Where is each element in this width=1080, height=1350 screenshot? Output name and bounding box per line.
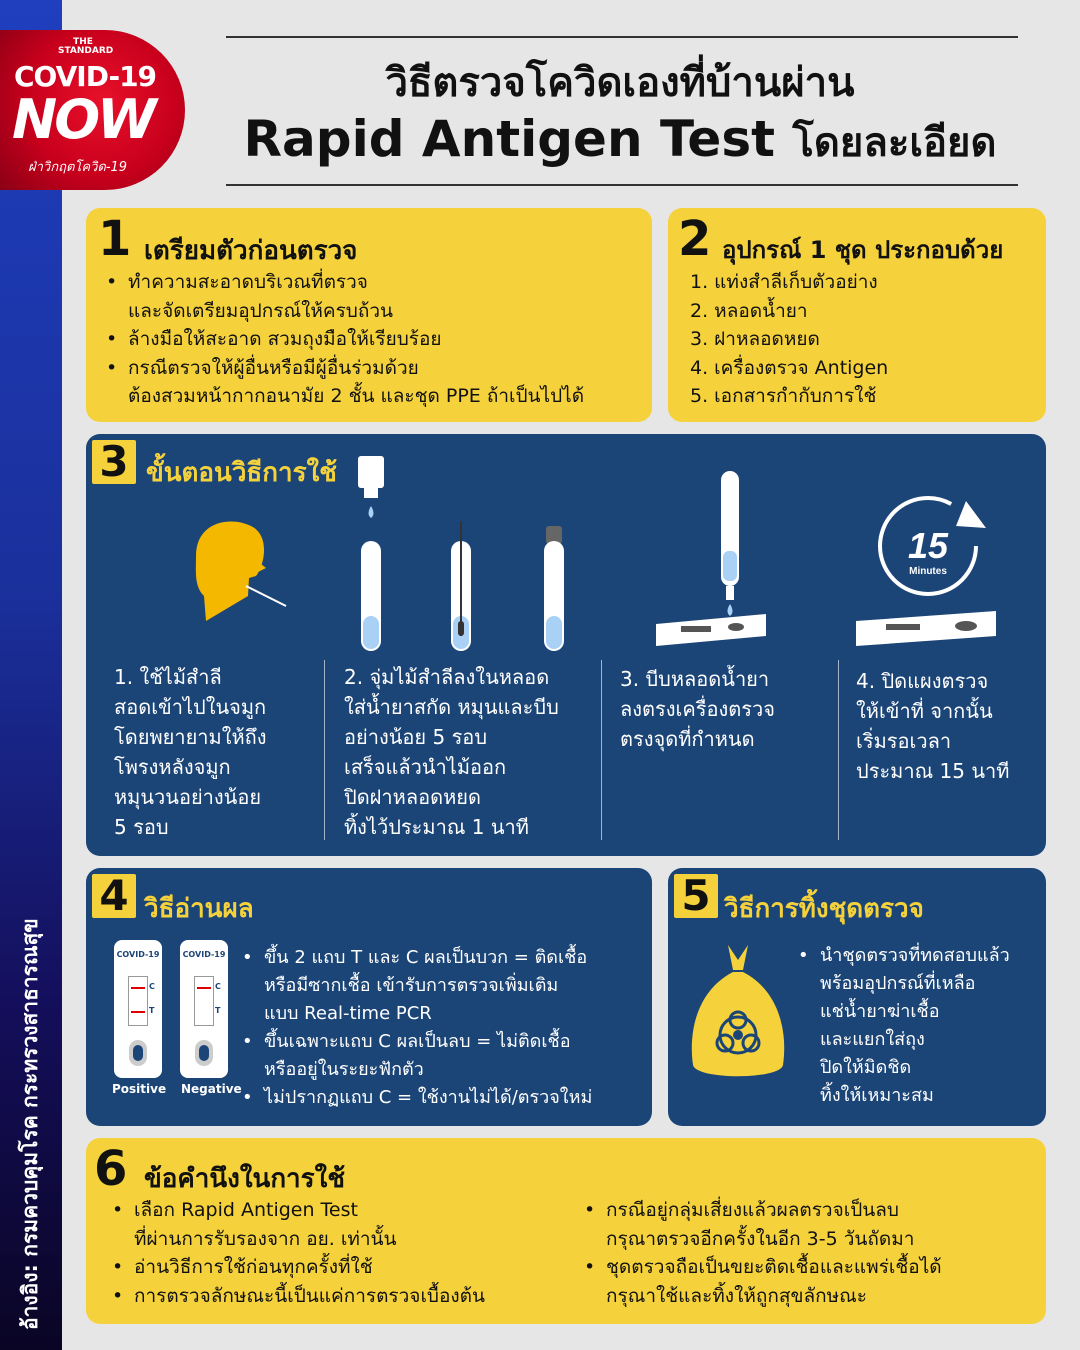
tube-1-icon (361, 541, 381, 651)
biohazard-bag-icon (688, 940, 788, 1090)
timer-number: 15 (907, 525, 949, 566)
title-line2-main: Rapid Antigen Test (243, 110, 775, 168)
section-title: เตรียมตัวก่อนตรวจ (144, 236, 358, 266)
consideration-item: • ชุดตรวจถือเป็นขยะติดเชื้อและแพร่เชื้อได้ กรุณาใช้และทิ้งให้ถูกสุขลักษณะ (578, 1253, 1038, 1310)
section-read-result (86, 868, 652, 1126)
result-item: • ขึ้นเฉพาะแถบ C ผลเป็นลบ = ไม่ติดเชื้อ หรืออยู่ในระยะฟักตัว (236, 1028, 646, 1084)
logo-now: NOW (12, 88, 154, 151)
result-list (236, 944, 646, 1112)
section-title: วิธีอ่านผล (144, 894, 254, 924)
logo-sub: ฝ่าวิกฤตโควิด-19 (28, 160, 128, 175)
section-dispose (668, 868, 1046, 1126)
equipment-list (690, 268, 888, 411)
section-prepare (86, 208, 652, 422)
section-title: ขั้นตอนวิธีการใช้ (146, 458, 337, 488)
equipment-item: 5. เอกสารกำกับการใช้ (690, 385, 877, 407)
cassette-closed-icon (856, 611, 996, 646)
dispose-list (792, 942, 1042, 1110)
positive-label: Positive (112, 1082, 167, 1096)
section-number: 3 (92, 440, 136, 484)
section-number: 4 (92, 874, 136, 918)
section-number: 1 (98, 211, 132, 267)
result-item: • ขึ้น 2 แถบ T และ C ผลเป็นบวก = ติดเชื้อ หรือมีซากเชื้อ เข้ารับการตรวจเพิ่มเติม แบบ Real-time PCR (236, 944, 646, 1028)
logo-standard: THE STANDARD (58, 37, 114, 56)
sidebar (0, 0, 62, 1350)
source-credit: อ้างอิง: กรมควบคุมโรค กระทรวงสาธารณสุข (18, 918, 42, 1330)
consideration-item: • อ่านวิธีการใช้ก่อนทุกครั้งที่ใช้ (106, 1253, 576, 1282)
consideration-item: • เลือก Rapid Antigen Test ที่ผ่านการรับรองจาก อย. เท่านั้น (106, 1196, 576, 1253)
tube-2-icon (451, 521, 471, 651)
dropper-cassette-icon (656, 471, 766, 646)
considerations-right (578, 1196, 1038, 1310)
section-number: 6 (94, 1141, 128, 1197)
step-divider (601, 660, 602, 840)
timer-unit: Minutes (909, 566, 947, 577)
section-number: 2 (678, 211, 712, 267)
equipment-item: 2. หลอดน้ำยา (690, 299, 808, 322)
equipment-item: 3. ฝาหลอดหยด (690, 328, 820, 350)
step-3-text: 3. บีบหลอดน้ำยา ลงตรงเครื่องตรวจ ตรงจุดที่กำหนด (620, 667, 775, 751)
head-swab-icon (196, 521, 286, 621)
consideration-item: • การตรวจลักษณะนี้เป็นแค่การตรวจเบื้องต้น (106, 1282, 576, 1311)
title-rule-top (226, 36, 1018, 38)
considerations-left (106, 1196, 576, 1310)
dropper-bottle-icon (358, 456, 384, 518)
section-title: วิธีการทิ้งชุดตรวจ (724, 894, 924, 924)
consideration-item: • กรณีอยู่กลุ่มเสี่ยงแล้วผลตรวจเป็นลบ กรุณาตรวจอีกครั้งในอีก 3-5 วันถัดมา (578, 1196, 1038, 1253)
negative-kit: COVID-19 C T (180, 940, 228, 1078)
positive-kit: COVID-19 C T (114, 940, 162, 1078)
step-1-text: 1. ใช้ไม้สำลี สอดเข้าไปในจมูก โดยพยายามให้ถึง โพรงหลังจมูก หมุนวนอย่างน้อย 5 รอบ (114, 665, 267, 839)
prepare-item: • กรณีตรวจให้ผู้อื่นหรือมีผู้อื่นร่วมด้วย ต้องสวมหน้ากากอนามัย 2 ชั้น และชุด PPE ถ้าเป็นไปได้ (100, 354, 645, 411)
covid-now-logo (0, 30, 185, 190)
prepare-list (100, 268, 645, 411)
equipment-item: 4. เครื่องตรวจ Antigen (690, 356, 889, 379)
title-rule-bottom (226, 184, 1018, 186)
prepare-item: • ทำความสะอาดบริเวณที่ตรวจ และจัดเตรียมอุปกรณ์ให้ครบถ้วน (100, 268, 645, 325)
negative-label: Negative (181, 1082, 242, 1096)
step-divider (838, 660, 839, 840)
section-steps (86, 434, 1046, 856)
prepare-item: • ล้างมือให้สะอาด สวมถุงมือให้เรียบร้อย (100, 325, 645, 354)
title-line1: วิธีตรวจโควิดเองที่บ้านผ่าน (385, 60, 855, 106)
logo-covid: COVID-19 (14, 60, 157, 93)
section-number: 5 (674, 874, 718, 918)
steps-illustration (86, 446, 1046, 676)
step-2-text: 2. จุ่มไม้สำลีลงในหลอด ใส่น้ำยาสกัด หมุนและบีบ อย่างน้อย 5 รอบ เสร็จแล้วนำไม้ออก ปิดฝาหลอดหยด ทิ้งไว้ประมาณ 1 นาที (344, 665, 559, 839)
timer-icon (880, 498, 986, 594)
step-divider (324, 660, 325, 840)
section-title: อุปกรณ์ 1 ชุด ประกอบด้วย (722, 236, 1004, 264)
title-line2 (200, 110, 1040, 174)
tube-3-icon (544, 526, 564, 651)
equipment-item: 1. แท่งสำลีเก็บตัวอย่าง (690, 271, 878, 293)
section-considerations (86, 1138, 1046, 1324)
step-4-text: 4. ปิดแผงตรวจ ให้เข้าที่ จากนั้น เริ่มรอเวลา ประมาณ 15 นาที (856, 669, 1010, 783)
dispose-item: • นำชุดตรวจที่ทดสอบแล้ว พร้อมอุปกรณ์ที่เหลือ แช่น้ำยาฆ่าเชื้อ และแยกใส่ถุง ปิดให้มิดชิด ทิ้งให้เหมาะสม (792, 942, 1042, 1110)
section-title: ข้อคำนึงในการใช้ (144, 1164, 345, 1194)
title-line2-tail: โดยละเอียด (792, 120, 997, 166)
result-item: • ไม่ปรากฏแถบ C = ใช้งานไม่ได้/ตรวจใหม่ (236, 1084, 646, 1112)
section-equipment (668, 208, 1046, 422)
